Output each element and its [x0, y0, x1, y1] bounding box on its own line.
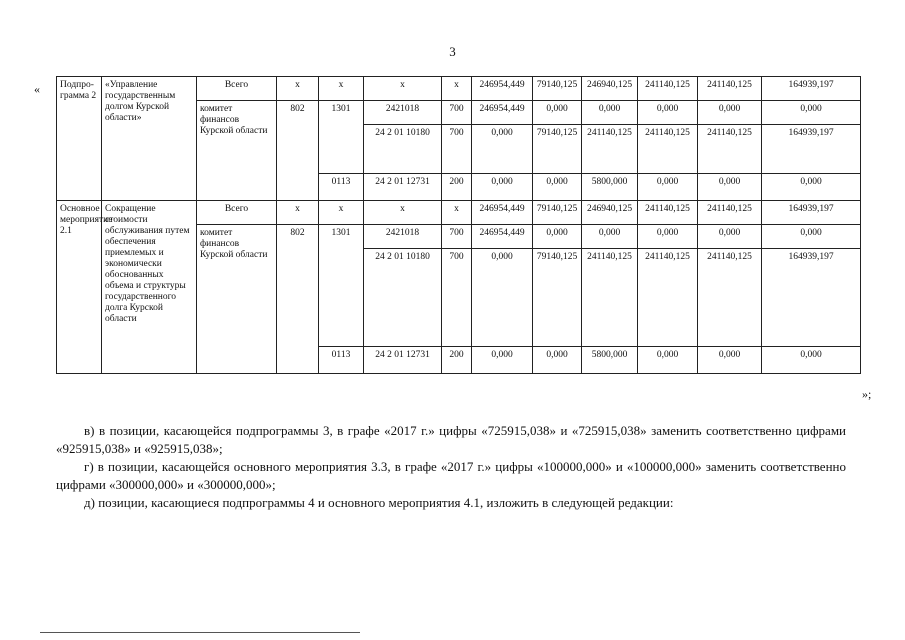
vr-cell: 700	[442, 101, 472, 125]
vr-cell: 200	[442, 174, 472, 201]
amount-cell: 241140,125	[638, 249, 698, 347]
status-cell: Основное мероприятие 2.1	[57, 201, 102, 374]
rzpr-cell: 1301	[319, 101, 364, 174]
amount-cell: 79140,125	[533, 201, 582, 225]
amount-cell: 246954,449	[472, 77, 533, 101]
name-cell: Сокращение стоимости обслуживания путем обеспечения приемлемых и экономически обоснованных объема и структуры государственного долга Курской области	[102, 201, 197, 374]
amount-cell: 164939,197	[762, 201, 861, 225]
amount-cell: 0,000	[698, 174, 762, 201]
amount-cell: 241140,125	[698, 201, 762, 225]
amount-cell: 164939,197	[762, 249, 861, 347]
amount-cell: 246954,449	[472, 225, 533, 249]
amount-cell: 0,000	[698, 225, 762, 249]
amount-cell: 0,000	[472, 249, 533, 347]
vr-cell: 700	[442, 225, 472, 249]
grbs-cell: х	[277, 201, 319, 225]
amount-cell: 0,000	[638, 347, 698, 374]
rzpr-cell: х	[319, 77, 364, 101]
executor-cell: Всего	[197, 77, 277, 101]
vr-cell: 700	[442, 249, 472, 347]
vr-cell: х	[442, 201, 472, 225]
amount-cell: 0,000	[533, 174, 582, 201]
amount-cell: 241140,125	[698, 77, 762, 101]
amount-cell: 164939,197	[762, 77, 861, 101]
opening-quote: «	[34, 82, 40, 96]
csr-cell: 24 2 01 10180	[364, 125, 442, 174]
amount-cell: 164939,197	[762, 125, 861, 174]
vr-cell: 700	[442, 125, 472, 174]
amount-cell: 79140,125	[533, 77, 582, 101]
amount-cell: 241140,125	[698, 249, 762, 347]
page-number: 3	[449, 44, 456, 59]
csr-cell: 24 2 01 12731	[364, 347, 442, 374]
amount-cell: 241140,125	[582, 249, 638, 347]
vr-cell: х	[442, 77, 472, 101]
csr-cell: х	[364, 77, 442, 101]
bottom-rule	[40, 632, 360, 633]
amount-cell: 241140,125	[698, 125, 762, 174]
amount-cell: 0,000	[472, 174, 533, 201]
rzpr-cell: 0113	[319, 174, 364, 201]
amount-cell: 0,000	[638, 225, 698, 249]
paragraph-v: в) в позиции, касающейся подпрограммы 3, в графе «2017 г.» цифры «725915,038» и «725915,038» заменить соответственно цифрами «925915,038» и «925915,038»;	[56, 423, 846, 456]
amount-cell: 246954,449	[472, 101, 533, 125]
grbs-cell: 802	[277, 101, 319, 201]
csr-cell: 2421018	[364, 101, 442, 125]
amount-cell: 0,000	[472, 125, 533, 174]
name-cell: «Управление государственным долгом Курской области»	[102, 77, 197, 201]
amount-cell: 5800,000	[582, 347, 638, 374]
vr-cell: 200	[442, 347, 472, 374]
grbs-cell: 802	[277, 225, 319, 374]
status-cell: Подпро-грамма 2	[57, 77, 102, 201]
csr-cell: 2421018	[364, 225, 442, 249]
amount-cell: 246940,125	[582, 201, 638, 225]
table-row	[57, 201, 861, 225]
amount-cell: 0,000	[472, 347, 533, 374]
executor-cell: комитет финансов Курской области	[197, 225, 277, 374]
amount-cell: 0,000	[638, 101, 698, 125]
amount-cell: 241140,125	[638, 77, 698, 101]
amount-cell: 0,000	[698, 101, 762, 125]
amount-cell: 241140,125	[638, 125, 698, 174]
amount-cell: 79140,125	[533, 249, 582, 347]
table-row	[57, 77, 861, 101]
csr-cell: х	[364, 201, 442, 225]
amount-cell: 0,000	[582, 101, 638, 125]
paragraph-g: г) в позиции, касающейся основного мероприятия 3.3, в графе «2017 г.» цифры «100000,000» и «100000,000» заменить соответственно цифрами «300000,000» и «300000,000»;	[56, 459, 846, 492]
budget-table	[56, 76, 861, 374]
amount-cell: 241140,125	[582, 125, 638, 174]
rzpr-cell: 0113	[319, 347, 364, 374]
amount-cell: 0,000	[533, 347, 582, 374]
closing-quote: »;	[862, 387, 872, 401]
amount-cell: 0,000	[698, 347, 762, 374]
amount-cell: 79140,125	[533, 125, 582, 174]
rzpr-cell: х	[319, 201, 364, 225]
amount-cell: 0,000	[533, 225, 582, 249]
amendment-text	[56, 422, 846, 512]
rzpr-cell: 1301	[319, 225, 364, 347]
executor-cell: Всего	[197, 201, 277, 225]
amount-cell: 0,000	[582, 225, 638, 249]
amount-cell: 0,000	[762, 347, 861, 374]
amount-cell: 0,000	[762, 225, 861, 249]
csr-cell: 24 2 01 12731	[364, 174, 442, 201]
paragraph-d: д) позиции, касающиеся подпрограммы 4 и основного мероприятия 4.1, изложить в следующей редакции:	[84, 495, 674, 510]
amount-cell: 5800,000	[582, 174, 638, 201]
amount-cell: 246940,125	[582, 77, 638, 101]
amount-cell: 0,000	[533, 101, 582, 125]
amount-cell: 0,000	[638, 174, 698, 201]
csr-cell: 24 2 01 10180	[364, 249, 442, 347]
executor-cell: комитет финансов Курской области	[197, 101, 277, 201]
amount-cell: 246954,449	[472, 201, 533, 225]
amount-cell: 0,000	[762, 101, 861, 125]
amount-cell: 0,000	[762, 174, 861, 201]
amount-cell: 241140,125	[638, 201, 698, 225]
grbs-cell: х	[277, 77, 319, 101]
